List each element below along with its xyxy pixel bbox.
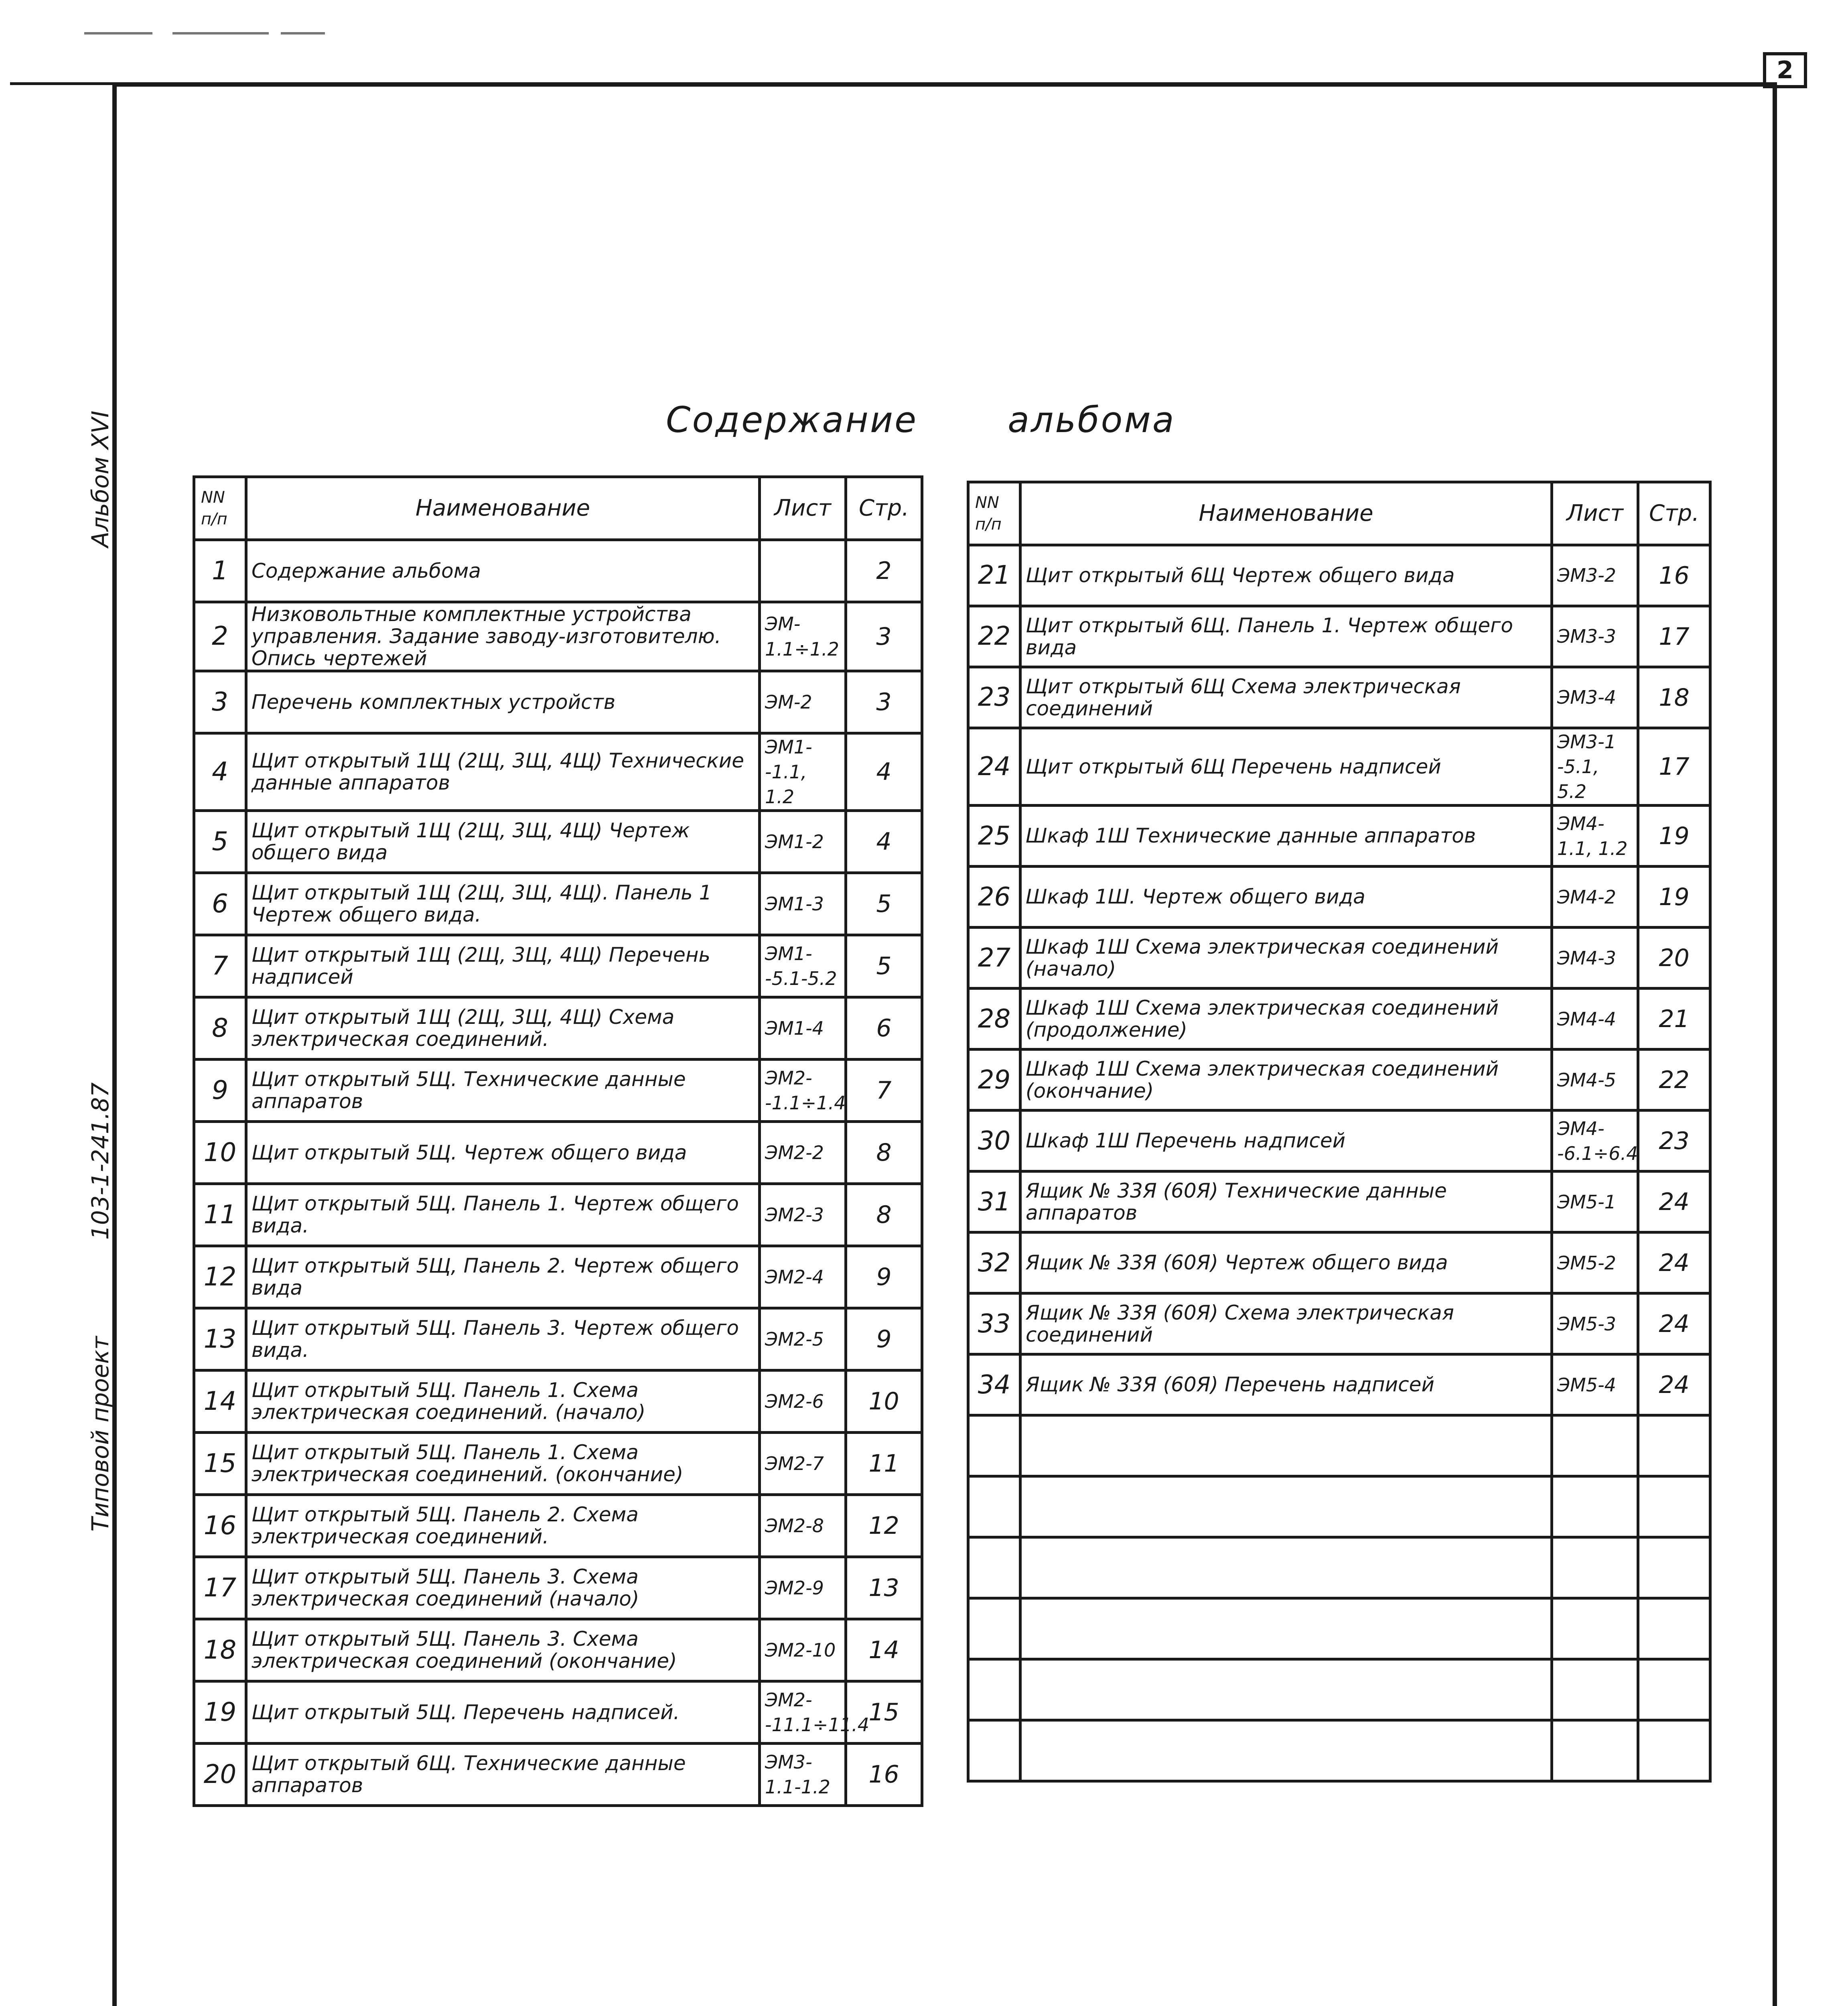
row-sheet: ЭМ3- 1.1-1.2 xyxy=(760,1744,846,1806)
table-row xyxy=(194,997,922,1060)
row-sheet: ЭМ3-1 -5.1, 5.2 xyxy=(1552,728,1638,806)
title-word-2: альбома xyxy=(1008,399,1176,441)
table-row xyxy=(194,1433,922,1495)
row-sheet xyxy=(1552,1659,1638,1720)
row-page: 12 xyxy=(846,1495,922,1557)
table-row xyxy=(968,1232,1710,1293)
row-sheet: ЭМ- 1.1÷1.2 xyxy=(760,602,846,671)
row-name: Щит открытый 6Щ Чертеж общего вида xyxy=(1020,545,1552,606)
row-number: 19 xyxy=(194,1681,246,1744)
row-number: 28 xyxy=(968,989,1020,1050)
row-sheet: ЭМ4-5 xyxy=(1552,1050,1638,1111)
row-name: Щит открытый 6Щ. Панель 1. Чертеж общего вида xyxy=(1020,606,1552,667)
row-number xyxy=(968,1415,1020,1476)
row-number: 15 xyxy=(194,1433,246,1495)
table-row xyxy=(194,1744,922,1806)
row-page: 19 xyxy=(1638,806,1710,867)
table-row xyxy=(194,1122,922,1184)
row-sheet xyxy=(1552,1720,1638,1781)
table-row xyxy=(194,935,922,997)
row-number: 18 xyxy=(194,1619,246,1681)
row-sheet: ЭМ5-1 xyxy=(1552,1172,1638,1232)
row-page: 18 xyxy=(1638,667,1710,728)
page-number-box xyxy=(1763,52,1807,88)
row-name: Щит открытый 1Щ (2Щ, 3Щ, 4Щ) Перечень надписей xyxy=(246,935,760,997)
row-number: 1 xyxy=(194,540,246,602)
row-name: Шкаф 1Ш. Чертеж общего вида xyxy=(1020,867,1552,928)
row-page: 9 xyxy=(846,1308,922,1370)
row-number: 4 xyxy=(194,733,246,811)
table-row xyxy=(968,1354,1710,1415)
row-number: 32 xyxy=(968,1232,1020,1293)
project-number-label: 103-1-241.87 xyxy=(87,1082,114,1240)
row-page: 24 xyxy=(1638,1354,1710,1415)
table-row xyxy=(194,1681,922,1744)
table-row xyxy=(968,1415,1710,1476)
row-page: 4 xyxy=(846,733,922,811)
scan-noise-line xyxy=(172,32,269,35)
row-number: 20 xyxy=(194,1744,246,1806)
table-row xyxy=(968,1659,1710,1720)
row-number: 17 xyxy=(194,1557,246,1619)
row-page: 7 xyxy=(846,1060,922,1122)
row-number: 22 xyxy=(968,606,1020,667)
row-page: 23 xyxy=(1638,1111,1710,1172)
row-name: Щит открытый 5Щ. Панель 3. Схема электрическая соединений (начало) xyxy=(246,1557,760,1619)
row-name: Содержание альбома xyxy=(246,540,760,602)
row-sheet: ЭМ1-4 xyxy=(760,997,846,1060)
table-row xyxy=(194,1184,922,1246)
row-page xyxy=(1638,1537,1710,1598)
title-word-1: Содержание xyxy=(666,399,918,441)
row-page: 22 xyxy=(1638,1050,1710,1111)
row-page: 15 xyxy=(846,1681,922,1744)
row-name: Щит открытый 6Щ Схема электрическая соединений xyxy=(1020,667,1552,728)
row-page: 9 xyxy=(846,1246,922,1308)
row-name: Ящик № 33Я (60Я) Технические данные аппаратов xyxy=(1020,1172,1552,1232)
table-row xyxy=(968,1050,1710,1111)
row-number: 8 xyxy=(194,997,246,1060)
row-number: 5 xyxy=(194,811,246,873)
row-sheet: ЭМ2- -11.1÷11.4 xyxy=(760,1681,846,1744)
row-page: 3 xyxy=(846,602,922,671)
row-sheet: ЭМ2-8 xyxy=(760,1495,846,1557)
contents-table-left xyxy=(193,475,923,1807)
table-row xyxy=(194,1246,922,1308)
row-name: Шкаф 1Ш Перечень надписей xyxy=(1020,1111,1552,1172)
row-number: 27 xyxy=(968,928,1020,989)
row-number: 24 xyxy=(968,728,1020,806)
table-row xyxy=(194,1308,922,1370)
row-name xyxy=(1020,1537,1552,1598)
row-number xyxy=(968,1659,1020,1720)
row-name: Щит открытый 5Щ. Панель 3. Чертеж общего вида. xyxy=(246,1308,760,1370)
row-sheet: ЭМ3-4 xyxy=(1552,667,1638,728)
row-number: 21 xyxy=(968,545,1020,606)
row-sheet: ЭМ2-5 xyxy=(760,1308,846,1370)
row-page: 6 xyxy=(846,997,922,1060)
row-number xyxy=(968,1537,1020,1598)
row-page: 5 xyxy=(846,935,922,997)
row-number: 23 xyxy=(968,667,1020,728)
row-sheet: ЭМ2-7 xyxy=(760,1433,846,1495)
row-number: 11 xyxy=(194,1184,246,1246)
row-number: 7 xyxy=(194,935,246,997)
row-name: Щит открытый 5Щ. Перечень надписей. xyxy=(246,1681,760,1744)
row-number xyxy=(968,1598,1020,1659)
row-sheet: ЭМ2- -1.1÷1.4 xyxy=(760,1060,846,1122)
row-number xyxy=(968,1476,1020,1537)
row-sheet: ЭМ1-3 xyxy=(760,873,846,935)
row-name xyxy=(1020,1720,1552,1781)
row-number: 9 xyxy=(194,1060,246,1122)
row-name: Щит открытый 6Щ Перечень надписей xyxy=(1020,728,1552,806)
row-page: 4 xyxy=(846,811,922,873)
table-row xyxy=(968,1111,1710,1172)
table-row xyxy=(968,667,1710,728)
album-label: Альбом XVI xyxy=(87,410,114,548)
row-number: 33 xyxy=(968,1293,1020,1354)
table-row xyxy=(968,989,1710,1050)
page-title xyxy=(666,399,1227,447)
row-page: 5 xyxy=(846,873,922,935)
row-sheet: ЭМ5-3 xyxy=(1552,1293,1638,1354)
row-number: 16 xyxy=(194,1495,246,1557)
row-number: 2 xyxy=(194,602,246,671)
row-sheet: ЭМ2-9 xyxy=(760,1557,846,1619)
scan-noise-line xyxy=(281,32,325,35)
table-row xyxy=(194,811,922,873)
row-sheet: ЭМ1- -5.1-5.2 xyxy=(760,935,846,997)
table-header-row xyxy=(968,482,1710,545)
row-page: 8 xyxy=(846,1184,922,1246)
row-sheet: ЭМ5-2 xyxy=(1552,1232,1638,1293)
row-page: 17 xyxy=(1638,606,1710,667)
table-row xyxy=(968,1537,1710,1598)
row-name: Шкаф 1Ш Технические данные аппаратов xyxy=(1020,806,1552,867)
row-number: 12 xyxy=(194,1246,246,1308)
row-page xyxy=(1638,1415,1710,1476)
row-page: 19 xyxy=(1638,867,1710,928)
row-page xyxy=(1638,1598,1710,1659)
row-number: 25 xyxy=(968,806,1020,867)
row-page: 3 xyxy=(846,671,922,733)
table-row xyxy=(968,728,1710,806)
row-page: 21 xyxy=(1638,989,1710,1050)
page-number: 2 xyxy=(1777,56,1793,84)
row-page xyxy=(1638,1659,1710,1720)
row-number: 13 xyxy=(194,1308,246,1370)
row-page: 17 xyxy=(1638,728,1710,806)
row-page: 10 xyxy=(846,1370,922,1433)
row-sheet: ЭМ4- 1.1, 1.2 xyxy=(1552,806,1638,867)
row-number: 30 xyxy=(968,1111,1020,1172)
table-row xyxy=(194,1619,922,1681)
row-page: 2 xyxy=(846,540,922,602)
table-row xyxy=(194,1495,922,1557)
table-row xyxy=(194,602,922,671)
row-name: Щит открытый 1Щ (2Щ, 3Щ, 4Щ) Схема электрическая соединений. xyxy=(246,997,760,1060)
row-name: Щит открытый 5Щ. Панель 1. Схема электрическая соединений. (начало) xyxy=(246,1370,760,1433)
row-name: Щит открытый 1Щ (2Щ, 3Щ, 4Щ). Панель 1 Чертеж общего вида. xyxy=(246,873,760,935)
scan-noise-line xyxy=(84,32,152,35)
row-page: 20 xyxy=(1638,928,1710,989)
row-sheet: ЭМ5-4 xyxy=(1552,1354,1638,1415)
table-row xyxy=(968,606,1710,667)
row-number: 6 xyxy=(194,873,246,935)
row-sheet: ЭМ1- -1.1, 1.2 xyxy=(760,733,846,811)
row-page: 13 xyxy=(846,1557,922,1619)
table-row xyxy=(194,671,922,733)
row-name xyxy=(1020,1476,1552,1537)
table-row xyxy=(968,1293,1710,1354)
table-row xyxy=(968,867,1710,928)
row-page: 16 xyxy=(846,1744,922,1806)
column-header-sheet: Лист xyxy=(760,477,846,540)
row-name: Ящик № 33Я (60Я) Перечень надписей xyxy=(1020,1354,1552,1415)
row-sheet xyxy=(1552,1598,1638,1659)
row-name: Щит открытый 5Щ. Панель 1. Чертеж общего вида. xyxy=(246,1184,760,1246)
row-page: 24 xyxy=(1638,1232,1710,1293)
column-header-nn: NN п/п xyxy=(194,477,246,540)
row-name: Щит открытый 5Щ. Технические данные аппаратов xyxy=(246,1060,760,1122)
column-header-name: Наименование xyxy=(1020,482,1552,545)
table-row xyxy=(194,873,922,935)
row-name xyxy=(1020,1598,1552,1659)
row-sheet: ЭМ2-6 xyxy=(760,1370,846,1433)
row-sheet: ЭМ2-3 xyxy=(760,1184,846,1246)
row-sheet: ЭМ4-2 xyxy=(1552,867,1638,928)
row-sheet: ЭМ4- -6.1÷6.4 xyxy=(1552,1111,1638,1172)
row-number xyxy=(968,1720,1020,1781)
row-name xyxy=(1020,1415,1552,1476)
row-name: Щит открытый 5Щ. Чертеж общего вида xyxy=(246,1122,760,1184)
row-sheet xyxy=(1552,1476,1638,1537)
contents-table-right xyxy=(967,481,1712,1783)
table-row xyxy=(194,540,922,602)
row-name: Щит открытый 5Щ. Панель 2. Схема электрическая соединений. xyxy=(246,1495,760,1557)
row-number: 29 xyxy=(968,1050,1020,1111)
row-name: Щит открытый 1Щ (2Щ, 3Щ, 4Щ) Технические данные аппаратов xyxy=(246,733,760,811)
row-name xyxy=(1020,1659,1552,1720)
table-row xyxy=(194,733,922,811)
table-row xyxy=(968,1598,1710,1659)
row-page: 8 xyxy=(846,1122,922,1184)
row-sheet: ЭМ1-2 xyxy=(760,811,846,873)
row-name: Перечень комплектных устройств xyxy=(246,671,760,733)
row-sheet: ЭМ3-3 xyxy=(1552,606,1638,667)
row-sheet xyxy=(760,540,846,602)
table-row xyxy=(968,1720,1710,1781)
row-number: 26 xyxy=(968,867,1020,928)
row-sheet xyxy=(1552,1537,1638,1598)
column-header-page: Стр. xyxy=(1638,482,1710,545)
row-page: 11 xyxy=(846,1433,922,1495)
row-number: 31 xyxy=(968,1172,1020,1232)
row-name: Низковольтные комплектные устройства управления. Задание заводу-изготовителю. Опись чертежей xyxy=(246,602,760,671)
row-name: Щит открытый 5Щ, Панель 2. Чертеж общего вида xyxy=(246,1246,760,1308)
row-name: Щит открытый 5Щ. Панель 3. Схема электрическая соединений (окончание) xyxy=(246,1619,760,1681)
project-type-label: Типовой проект xyxy=(87,1336,114,1532)
row-number: 34 xyxy=(968,1354,1020,1415)
row-name: Щит открытый 1Щ (2Щ, 3Щ, 4Щ) Чертеж общего вида xyxy=(246,811,760,873)
table-row xyxy=(194,1060,922,1122)
row-sheet: ЭМ2-4 xyxy=(760,1246,846,1308)
table-row xyxy=(968,545,1710,606)
table-row xyxy=(968,1172,1710,1232)
row-page: 24 xyxy=(1638,1293,1710,1354)
row-number: 3 xyxy=(194,671,246,733)
column-header-sheet: Лист xyxy=(1552,482,1638,545)
row-sheet: ЭМ2-10 xyxy=(760,1619,846,1681)
row-page: 16 xyxy=(1638,545,1710,606)
row-name: Щит открытый 5Щ. Панель 1. Схема электрическая соединений. (окончание) xyxy=(246,1433,760,1495)
row-number: 10 xyxy=(194,1122,246,1184)
row-name: Шкаф 1Ш Схема электрическая соединений (начало) xyxy=(1020,928,1552,989)
table-row xyxy=(968,928,1710,989)
table-row xyxy=(194,1557,922,1619)
column-header-name: Наименование xyxy=(246,477,760,540)
row-sheet: ЭМ-2 xyxy=(760,671,846,733)
row-name: Ящик № 33Я (60Я) Схема электрическая соединений xyxy=(1020,1293,1552,1354)
row-name: Шкаф 1Ш Схема электрическая соединений (продолжение) xyxy=(1020,989,1552,1050)
row-name: Ящик № 33Я (60Я) Чертеж общего вида xyxy=(1020,1232,1552,1293)
row-sheet: ЭМ4-4 xyxy=(1552,989,1638,1050)
table-row xyxy=(194,1370,922,1433)
row-sheet xyxy=(1552,1415,1638,1476)
table-header-row xyxy=(194,477,922,540)
column-header-nn: NN п/п xyxy=(968,482,1020,545)
row-name: Шкаф 1Ш Схема электрическая соединений (окончание) xyxy=(1020,1050,1552,1111)
row-sheet: ЭМ3-2 xyxy=(1552,545,1638,606)
row-number: 14 xyxy=(194,1370,246,1433)
table-row xyxy=(968,806,1710,867)
row-name: Щит открытый 6Щ. Технические данные аппаратов xyxy=(246,1744,760,1806)
row-page xyxy=(1638,1720,1710,1781)
row-page: 24 xyxy=(1638,1172,1710,1232)
column-header-page: Стр. xyxy=(846,477,922,540)
table-row xyxy=(968,1476,1710,1537)
row-sheet: ЭМ2-2 xyxy=(760,1122,846,1184)
row-page: 14 xyxy=(846,1619,922,1681)
row-sheet: ЭМ4-3 xyxy=(1552,928,1638,989)
row-page xyxy=(1638,1476,1710,1537)
